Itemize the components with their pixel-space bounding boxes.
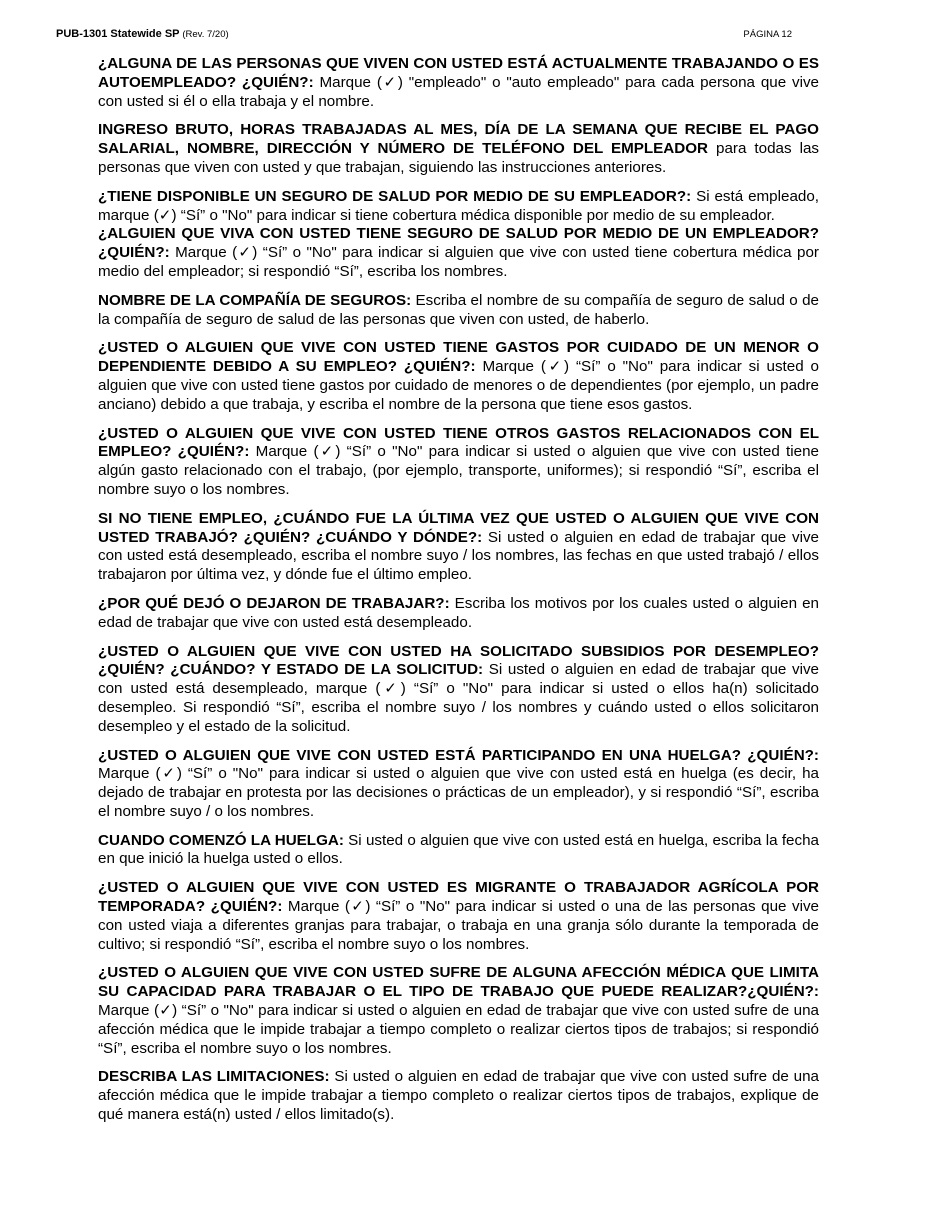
instruction-insurance-company: [98, 292, 819, 330]
question-heading: INGRESO BRUTO, HORAS TRABAJADAS AL MES, DÍA DE LA SEMANA QUE RECIBE EL PAGO SALARIAL, NOMBRE, DIRECCIÓN Y NÚMERO DE TELÉFONO DEL EMPLEADOR: [98, 121, 819, 158]
instruction-household-health-insurance: [98, 225, 819, 281]
question-instruction: Marque (✓) “Sí” o "No" para indicar si usted o alguien en edad de trabajar que vive con usted sufre de una afección médica que le impide trabajar a tiempo completo o realizar ciertos tipos de trabajos; si respondió “Sí”, escriba el nombre suyo o los nombres.: [98, 1002, 819, 1057]
question-heading: DESCRIBA LAS LIMITACIONES:: [98, 1068, 330, 1086]
question-instruction: para todas las personas que viven con usted y que trabajan, siguiendo las instrucciones anteriores.: [98, 140, 819, 176]
question-heading: ¿TIENE DISPONIBLE UN SEGURO DE SALUD POR MEDIO DE SU EMPLEADOR?:: [98, 187, 692, 205]
instruction-strike-start: [98, 832, 819, 870]
question-instruction: Escriba los motivos por los cuales usted o alguien en edad de trabajar que vive con usted está desempleado.: [98, 594, 819, 631]
question-instruction: Marque (✓) "empleado" o "auto empleado" para cada persona que vive con usted si él o ella trabaja y el nombre.: [98, 73, 820, 110]
question-heading: SI NO TIENE EMPLEO, ¿CUÁNDO FUE LA ÚLTIMA VEZ QUE USTED O ALGUIEN QUE VIVE CON USTED TRABAJÓ? ¿QUIÉN? ¿CUÁNDO Y DÓNDE?:: [98, 509, 819, 546]
form-revision: (Rev. 7/20): [182, 29, 229, 40]
question-heading: NOMBRE DE LA COMPAÑÍA DE SEGUROS:: [98, 291, 412, 309]
instruction-dependent-care-costs: [98, 339, 819, 414]
instruction-employed: [98, 55, 819, 111]
question-heading: ¿USTED O ALGUIEN QUE VIVE CON USTED HA SOLICITADO SUBSIDIOS POR DESEMPLEO? ¿QUIÉN? ¿CUÁNDO? Y ESTADO DE LA SOLICITUD:: [98, 642, 819, 679]
instruction-employer-health-insurance: [98, 188, 819, 226]
instruction-migrant-worker: [98, 879, 819, 954]
instruction-gross-income: [98, 121, 819, 177]
question-instruction: Escriba el nombre de su compañía de seguro de salud o de la compañía de seguro de salud de las personas que viven con usted, de haberlo.: [98, 291, 819, 328]
question-instruction: Si está empleado, marque (✓) “Sí” o "No" para indicar si tiene cobertura médica disponible por medio de su empleador.: [98, 187, 820, 224]
form-id-text: PUB-1301 Statewide SP: [56, 28, 180, 40]
question-heading: ¿USTED O ALGUIEN QUE VIVE CON USTED ES MIGRANTE O TRABAJADOR AGRÍCOLA POR TEMPORADA? ¿QUIÉN?:: [98, 879, 819, 916]
question-instruction: Si usted o alguien que vive con usted está en huelga, escriba la fecha en que inició la huelga usted o ellos.: [98, 831, 819, 868]
question-heading: ¿ALGUIEN QUE VIVA CON USTED TIENE SEGURO DE SALUD POR MEDIO DE UN EMPLEADOR? ¿QUIÉN?:: [98, 225, 819, 262]
question-instruction: Marque (✓) “Sí” o "No" para indicar si usted o alguien que vive con usted está en huelga (es decir, ha dejado de trabajar en protesta por las decisiones o prácticas de un empleador), y si respondió “Sí”, escriba el nombre suyo / o los nombres.: [98, 765, 819, 820]
question-heading: ¿USTED O ALGUIEN QUE VIVE CON USTED TIENE OTROS GASTOS RELACIONADOS CON EL EMPLEO? ¿QUIÉN?:: [98, 424, 819, 461]
question-instruction: Marque (✓) “Sí” o "No" para indicar si usted o alguien que vive con usted tiene gastos por cuidado de menores o de dependientes (por ejemplo, un padre anciano) debido a que trabaja, y escriba el nombre de la persona que tiene esos gastos.: [98, 358, 820, 413]
form-id: [56, 28, 229, 40]
question-instruction: Marque (✓) “Sí” o "No" para indicar si alguien que vive con usted tiene cobertura médica por medio del empleador; si respondió “Sí”, escriba los nombres.: [98, 244, 819, 280]
question-instruction: Si usted o alguien en edad de trabajar que vive con usted está desempleado, marque (✓) “Sí” o "No" para indicar si usted o ellos ha(n) solicitado desempleo. Si respondió “Sí”, escriba el nombre suyo / los nombres y cuándo usted o ellos solicitaron desempleo y el estado de la solicitud.: [98, 661, 819, 735]
question-heading: ¿POR QUÉ DEJÓ O DEJARON DE TRABAJAR?:: [98, 594, 450, 612]
question-heading: ¿ALGUNA DE LAS PERSONAS QUE VIVEN CON USTED ESTÁ ACTUALMENTE TRABAJANDO O ES AUTOEMPLEADO? ¿QUIÉN?:: [98, 55, 819, 91]
page-header: [56, 28, 792, 44]
instructions-body: [98, 55, 819, 1135]
question-heading: ¿USTED O ALGUIEN QUE VIVE CON USTED SUFRE DE ALGUNA AFECCIÓN MÉDICA QUE LIMITA SU CAPACIDAD PARA TRABAJAR O EL TIPO DE TRABAJO QUE PUEDE REALIZAR?¿QUIÉN?:: [98, 964, 819, 1001]
question-heading: ¿USTED O ALGUIEN QUE VIVE CON USTED ESTÁ PARTICIPANDO EN UNA HUELGA? ¿QUIÉN?:: [98, 746, 819, 764]
instruction-work-expenses: [98, 425, 819, 500]
question-instruction: Si usted o alguien en edad de trabajar que vive con usted está desempleado, escriba el nombre suyo / los nombres, las fechas en que usted trabajó / ellos trabajaron por última vez, y dónde fue el último empleo.: [98, 528, 819, 584]
instruction-on-strike: [98, 747, 819, 822]
question-instruction: Marque (✓) “Sí” o "No" para indicar si usted o una de las personas que vive con usted viaja a diferentes granjas para trabajar, o trabaja en una granja sólo durante la temporada de cultivo; si respondió “Sí”, escriba el nombre suyo o los nombres.: [98, 898, 819, 953]
question-instruction: Si usted o alguien en edad de trabajar que vive con usted sufre de una afección médica que le impide trabajar a tiempo completo o realizar ciertos tipos de trabajos, explique de qué manera está(n) usted / ellos limitado(s).: [98, 1068, 819, 1124]
question-heading: ¿USTED O ALGUIEN QUE VIVE CON USTED TIENE GASTOS POR CUIDADO DE UN MENOR O DEPENDIENTE DEBIDO A SU EMPLEO? ¿QUIÉN?:: [98, 339, 819, 376]
page-number: PÁGINA 12: [743, 29, 792, 40]
instruction-describe-limitations: [98, 1068, 819, 1124]
question-instruction: Marque (✓) “Sí” o "No" para indicar si usted o alguien que vive con usted tiene algún gasto relacionado con el trabajo, (por ejemplo, transporte, uniformes); si respondió “Sí”, escriba el nombre suyo o los nombres.: [98, 443, 819, 498]
instruction-why-stopped-working: [98, 595, 819, 633]
instruction-medical-condition: [98, 964, 819, 1058]
question-heading: CUANDO COMENZÓ LA HUELGA:: [98, 831, 344, 849]
instruction-last-worked: [98, 510, 819, 585]
instruction-unemployment-benefits: [98, 643, 819, 737]
